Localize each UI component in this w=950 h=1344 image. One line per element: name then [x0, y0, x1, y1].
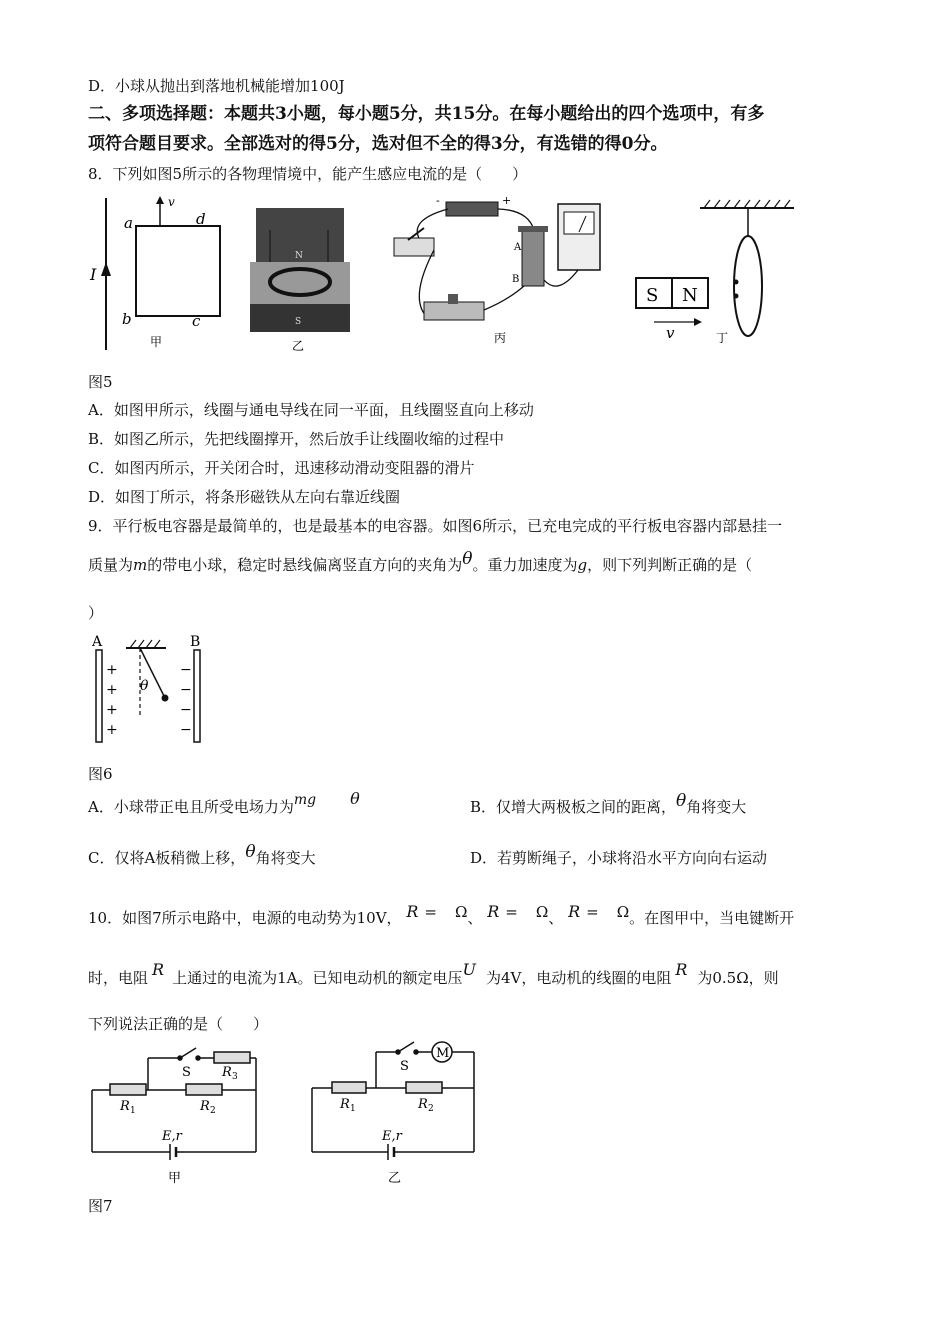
- section-heading-line1: 二、多项选择题：本题共3小题，每小题5分，共15分。在每小题给出的四个选项中，有多: [88, 104, 765, 124]
- svg-text:a: a: [124, 214, 133, 232]
- svg-text:+: +: [106, 662, 118, 678]
- svg-text:N: N: [682, 285, 698, 306]
- fig5-yi: [250, 208, 350, 353]
- svg-text:N: N: [295, 251, 303, 261]
- q9-stem-line2: 质量为m的带电小球，稳定时悬线偏离竖直方向的夹角为θ。重力加速度为g，则下列判断正确的是（: [88, 549, 753, 574]
- svg-text:2: 2: [210, 1106, 216, 1116]
- q8-option-a: A．如图甲所示，线圈与通电导线在同一平面，且线圈竖直向上移动: [88, 401, 534, 419]
- q8-option-b: B．如图乙所示，先把线圈撑开，然后放手让线圈收缩的过程中: [88, 430, 505, 448]
- q10-stem-line2: 时，电阻 R 上通过的电流为1A。已知电动机的额定电压U 为4V，电动机的线圈的电阻 R 为0.5Ω，则: [88, 960, 779, 987]
- svg-text:-: -: [436, 194, 440, 207]
- svg-text:−: −: [180, 662, 192, 678]
- svg-text:1: 1: [130, 1106, 136, 1116]
- svg-text:3: 3: [232, 1072, 238, 1082]
- figure-5: [88, 190, 808, 360]
- q10-stem-line1: 10．如图7所示电路中，电源的电动势为10V， R = Ω、 R = Ω、 R = Ω。在图甲中，当电键断开: [88, 902, 795, 927]
- svg-text:丙: 丙: [494, 331, 507, 345]
- svg-text:甲: 甲: [150, 335, 163, 349]
- svg-text:R: R: [418, 1097, 428, 1112]
- q9-option-b: B．仅增大两极板之间的距离，θ角将变大: [470, 791, 747, 816]
- svg-text:丁: 丁: [716, 331, 729, 345]
- theta-symbol: θ: [462, 549, 473, 569]
- svg-text:S: S: [295, 317, 302, 327]
- q8-option-d: D．如图丁所示，将条形磁铁从左向右靠近线圈: [88, 488, 401, 506]
- svg-text:B: B: [512, 274, 520, 285]
- svg-text:S: S: [400, 1059, 409, 1074]
- svg-text:θ: θ: [140, 678, 149, 694]
- current-label: I: [90, 265, 97, 284]
- svg-text:v: v: [666, 324, 675, 342]
- q10-stem-line3: 下列说法正确的是（ ）: [88, 1015, 269, 1033]
- svg-text:甲: 甲: [168, 1171, 182, 1186]
- svg-text:E,r: E,r: [382, 1129, 402, 1144]
- svg-text:乙: 乙: [388, 1171, 402, 1186]
- svg-text:+: +: [106, 722, 118, 738]
- section-heading-line2: 项符合题目要求。全部选对的得5分，选对但不全的得3分，有选错的得0分。: [88, 134, 668, 154]
- svg-text:乙: 乙: [292, 339, 305, 353]
- q9-option-d: D．若剪断绳子，小球将沿水平方向向右运动: [470, 849, 768, 867]
- svg-text:R: R: [340, 1097, 350, 1112]
- figure-7: [88, 1040, 488, 1188]
- svg-text:+: +: [106, 682, 118, 698]
- fig5-caption: 图5: [88, 373, 113, 391]
- q9-stem-line3: ）: [88, 604, 104, 622]
- fig5-bing: [394, 194, 600, 345]
- fig7-caption: 图7: [88, 1197, 113, 1215]
- svg-text:R: R: [120, 1099, 130, 1114]
- q8-option-c: C．如图丙所示，开关闭合时，迅速移动滑动变阻器的滑片: [88, 459, 475, 477]
- svg-text:b: b: [122, 310, 132, 328]
- svg-text:−: −: [180, 702, 192, 718]
- svg-text:R: R: [222, 1065, 232, 1080]
- svg-text:v: v: [168, 195, 175, 209]
- svg-text:S: S: [182, 1065, 191, 1080]
- q9-stem-line1: 9．平行板电容器是最简单的，也是最基本的电容器。如图6所示，已充电完成的平行板电容器内部悬挂一: [88, 517, 783, 535]
- svg-text:−: −: [180, 682, 192, 698]
- figure-6: [88, 632, 218, 747]
- svg-text:+: +: [502, 194, 512, 207]
- fig5-ding: [636, 200, 794, 345]
- svg-text:−: −: [180, 722, 192, 738]
- q8-stem: 8．下列如图5所示的各物理情境中，能产生感应电流的是（ ）: [88, 165, 528, 183]
- svg-text:c: c: [192, 312, 201, 330]
- svg-text:A: A: [92, 634, 103, 650]
- svg-text:B: B: [190, 634, 201, 650]
- svg-text:1: 1: [350, 1104, 356, 1114]
- svg-text:S: S: [646, 285, 659, 306]
- svg-text:R: R: [200, 1099, 210, 1114]
- motor-symbol: M: [436, 1046, 450, 1061]
- svg-text:d: d: [196, 210, 206, 228]
- fig5-jia: [89, 195, 220, 350]
- fig6-caption: 图6: [88, 765, 113, 783]
- prev-option-d: D．小球从抛出到落地机械能增加100J: [88, 77, 345, 95]
- svg-text:E,r: E,r: [162, 1129, 182, 1144]
- q9-option-c: C．仅将A板稍微上移，θ角将变大: [88, 842, 316, 867]
- svg-text:A: A: [514, 242, 522, 253]
- svg-text:2: 2: [428, 1104, 434, 1114]
- q9-option-a: A．小球带正电且所受电场力为mg θ: [88, 789, 360, 816]
- svg-text:+: +: [106, 702, 118, 718]
